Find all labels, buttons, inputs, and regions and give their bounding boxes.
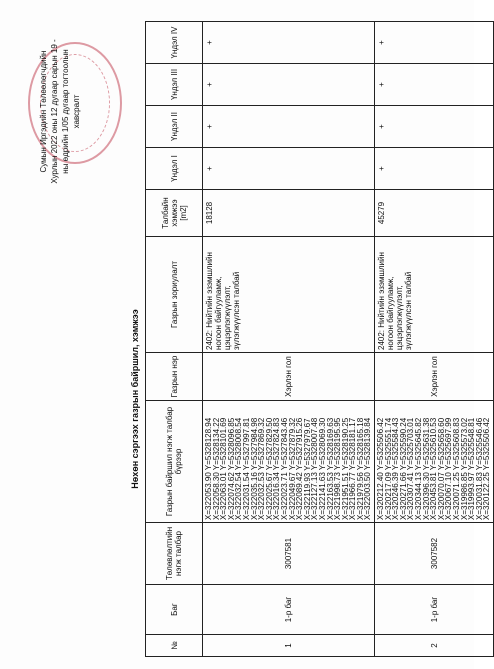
row-name: Хэрлэн гол <box>203 353 375 401</box>
row-num: 1 <box>203 635 375 657</box>
table-row <box>375 22 494 657</box>
approval-line-2: Хурлын 2022 оны 12 дугаар сарын 19 - <box>50 39 59 184</box>
row-stage-2: + <box>203 106 375 148</box>
row-stage-4: + <box>375 22 494 64</box>
header-row <box>146 22 203 657</box>
row-area: 45279 <box>375 190 494 237</box>
row-code: 3007581 <box>203 523 375 585</box>
row-code: 3007582 <box>375 523 494 585</box>
header-area: Талбайн хэмжээ [m2] <box>146 190 203 237</box>
page-title: Нөхөн сэргээх газрын байршил, хэмжээ <box>130 309 140 489</box>
row-stage-4: + <box>203 22 375 64</box>
header-stage-2: Үндэл II <box>146 106 203 148</box>
header-num: № <box>146 635 203 657</box>
approval-line-4: хавсралт <box>72 94 81 129</box>
row-name: Хэрлэн гол <box>375 353 494 401</box>
approval-line-1: Сумын Иргэдийн Төлөөлөгчдийн <box>39 50 48 173</box>
row-num: 2 <box>375 635 494 657</box>
row-bag: 1-р баг <box>203 585 375 635</box>
row-coords: X=322053.90 Y=5328128.94 X=322058.30 Y=5328134.22 X=322063.01 Y=5328101.69 X=322074.62 Y=5328096.85 X=322032.54 Y=5328008.54 X=322031.54 Y=5327997.81 X=322035.16 Y=5327984.98 X=322032.53 Y=5327869.32 X=322025.67 Y=5327829.50 X=322016.34 Y=5327824.83 X=322023.71 Y=5327843.46 X=322049.67 Y=5327879.32 X=322089.42 Y=5327915.26 X=322119.93 Y=5327979.67 X=322127.13 Y=5328007.48 X=322141.63 Y=5328069.30 X=322163.53 Y=5328169.63 X=321998.73 Y=5328195.95 X=321951.51 Y=5328190.25 X=321966.77 Y=5328181.17 X=321979.56 Y=5328165.18 X=322003.50 Y=5328139.84 <box>203 401 375 523</box>
row-stage-1: + <box>375 148 494 190</box>
header-stage-4: Үндэл IV <box>146 22 203 64</box>
row-stage-2: + <box>375 106 494 148</box>
row-zone: 2402: Нийтийн эзэмшлийн ногоон байгууламж, цэцэрлэгжүүлэлт, зүлэгжүүлсэн талбай <box>375 237 494 353</box>
table-row <box>203 22 375 657</box>
header-name: Газрын нэр <box>146 353 203 401</box>
row-coords: X=320212.40 Y=5325506.42 X=320217.09 Y=5325551.74 X=320246.39 Y=5325584.43 X=320271.66 Y=5325590.24 X=320307.41 Y=5325703.01 X=320344.13 Y=5325645.82 X=320396.30 Y=5325631.38 X=320453.81 Y=5325610.53 X=320070.07 Y=5325658.60 X=320067.10 Y=5325697.99 X=320071.25 Y=5325608.83 X=319986.85 Y=5325573.02 X=319993.97 Y=5325548.81 X=320031.83 Y=5325546.46 X=320122.25 Y=5325506.42 <box>375 401 494 523</box>
row-bag: 1-р баг <box>375 585 494 635</box>
row-stage-1: + <box>203 148 375 190</box>
row-zone: 2402: Нийтийн эзэмшлийн ногоон байгууламж, цэцэрлэгжүүлэлт, зүлэгжүүлсэн талбай <box>203 237 375 353</box>
header-bag: Баг <box>146 585 203 635</box>
approval-line-3: ны өдрийн 1/05 дугаар тогтоолын <box>61 49 70 174</box>
restoration-table <box>145 21 494 657</box>
header-location: Газрын байршил нэгж талбар бүрээр <box>146 401 203 523</box>
header-zone: Газрын зориулалт <box>146 237 203 353</box>
header-code: Төлөвлөлтийн нэгж талбар <box>146 523 203 585</box>
row-stage-3: + <box>203 64 375 106</box>
row-area: 18128 <box>203 190 375 237</box>
header-stage-1: Үндэл I <box>146 148 203 190</box>
row-stage-3: + <box>375 64 494 106</box>
approval-note <box>38 24 82 199</box>
header-stage-3: Үндэл III <box>146 64 203 106</box>
